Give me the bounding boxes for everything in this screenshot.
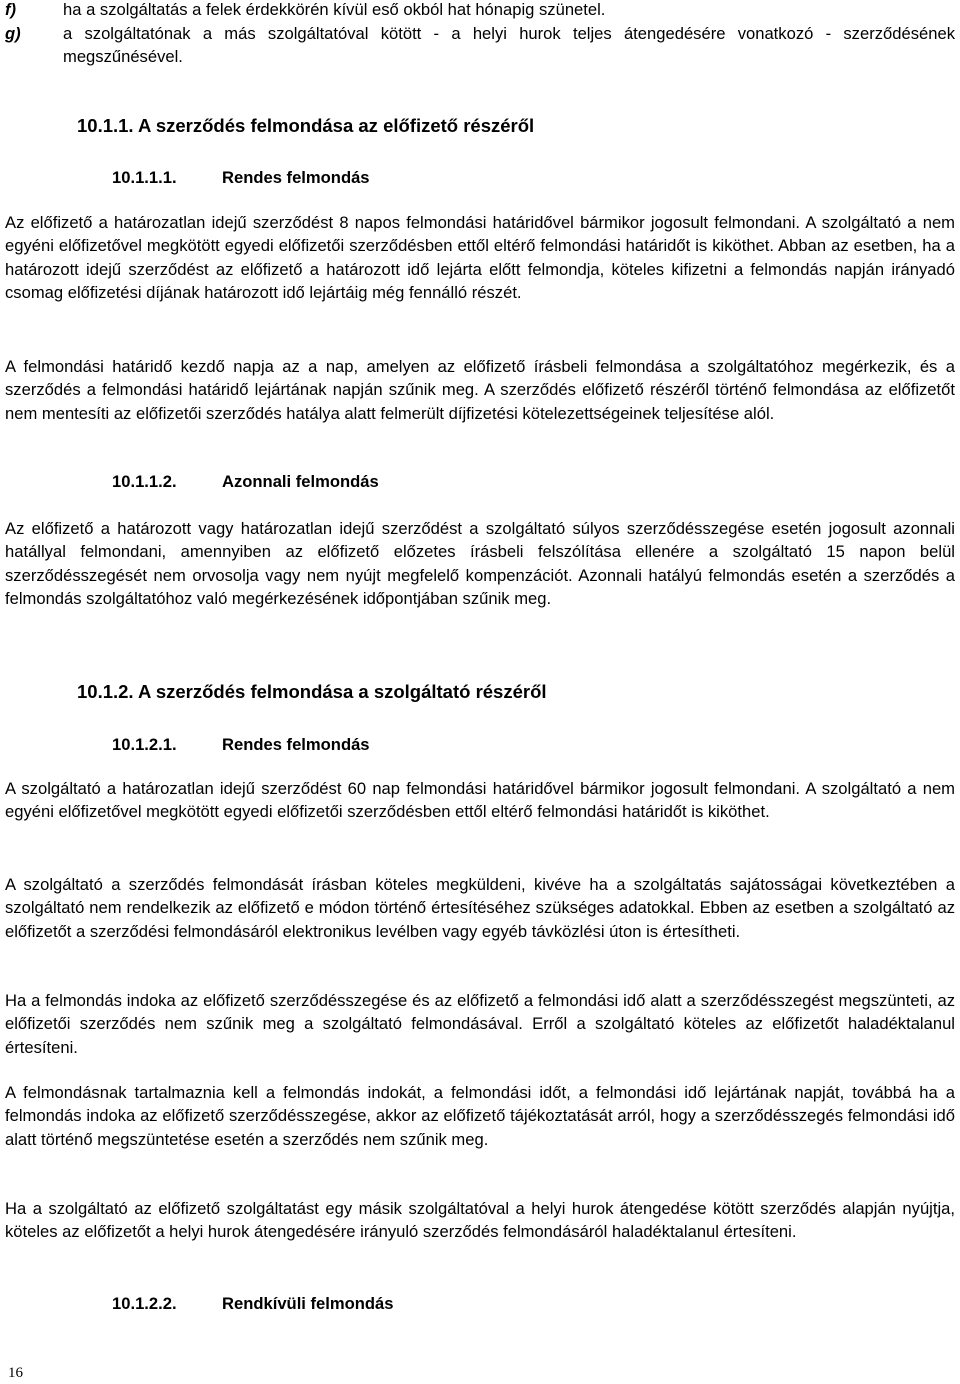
subsection-heading-10-1-1-2 [112,470,379,493]
paragraph: A szolgáltató a határozatlan idejű szerződést 60 nap felmondási határidővel bármikor jogosult felmondani. A szolgáltató a nem egyéni előfizetővel megkötött egyedi előfizetői szerződésben ettől eltérő felmondási határidőt is kiköthet. [5,779,955,822]
list-marker: f) [5,0,17,19]
paragraph: A felmondási határidő kezdő napja az a nap, amelyen az előfizető írásbeli felmondása a szolgáltatóhoz megérkezik, és a szerződés a felmondási határidő lejártának napján szűnik meg. A szerződés előfizető részéről történő felmondása az előfizetőt nem mentesíti az előfizetői szerződés hatálya alatt felmerült díjfizetési kötelezettségeinek teljesítése alól. [5,357,955,423]
subsection-number: 10.1.1.2. [112,472,177,491]
section-heading-10-1-1: 10.1.1. A szerződés felmondása az előfizető részéről [77,115,535,136]
list-marker: g) [5,24,21,43]
paragraph: Ha a szolgáltató az előfizető szolgáltatást egy másik szolgáltatóval a helyi hurok átengedése kötött szerződés alapján nyújtja, köteles az előfizetőt a helyi hurok átengedésére irányuló szerződés felmondásáról haladéktalanul értesíteni. [5,1199,955,1242]
paragraph: A felmondásnak tartalmaznia kell a felmondás indokát, a felmondási időt, a felmondási idő lejártának napját, továbbá ha a felmondás indoka az előfizető szerződésszegése, akkor az előfizető tájékoztatását arról, hogy a szerződésszegés felmondási idő alatt történő megszüntetése esetén a szerződés nem szűnik meg. [5,1083,955,1149]
paragraph: Az előfizető a határozott vagy határozatlan idejű szerződést a szolgáltató súlyos szerződésszegése esetén jogosult azonnali hatállyal felmondani, amennyiben az előfizető előzetes írásbeli felszólítása ellenére a szolgáltató 15 napon belül szerződésszegését nem orvosolja vagy nem nyújt megfelelő kompenzációt. Azonnali hatályú felmondás esetén a szerződés a felmondás szolgáltatóhoz való megérkezésének időpontjában szűnik meg. [5,519,955,609]
list-item-text: ha a szolgáltatás a felek érdekkörén kívül eső okból hat hónapig szünetel. [63,0,606,19]
paragraph: Az előfizető a határozatlan idejű szerződést 8 napos felmondási határidővel bármikor jogosult felmondani. A szolgáltató a nem egyéni előfizetővel megkötött egyedi előfizetői szerződésben ettől eltérő felmondási határidőt is kiköthet. Abban az esetben, ha a határozott idejű szerződést az előfizető a határozott idő lejárta előtt felmondja, köteles kifizetni a felmondás napján irányadó csomag előfizetési díjának határozott idő lejártáig még fennálló részét. [5,213,955,303]
subsection-number: 10.1.2.2. [112,1294,177,1313]
subsection-number: 10.1.1.1. [112,168,177,187]
subsection-title: Rendkívüli felmondás [222,1294,394,1313]
page-number: 16 [8,1365,23,1381]
subsection-title: Azonnali felmondás [222,472,379,491]
subsection-heading-10-1-2-2 [112,1292,394,1315]
subsection-title: Rendes felmondás [222,735,370,754]
subsection-heading-10-1-2-1 [112,733,370,756]
list-item-text: a szolgáltatónak a más szolgáltatóval kötött - a helyi hurok teljes átengedésére vonatkozó - szerződésének megszűnésével. [63,24,955,67]
subsection-number: 10.1.2.1. [112,735,177,754]
section-heading-10-1-2: 10.1.2. A szerződés felmondása a szolgáltató részéről [77,681,547,702]
paragraph: A szolgáltató a szerződés felmondását írásban köteles megküldeni, kivéve ha a szolgáltatás sajátosságai következtében a szolgáltató nem rendelkezik az előfizető e módon történő értesítéséhez szükséges adatokkal. Ebben az esetben a szolgáltató az előfizetőt a szerződési felmondásáról elektronikus levélben vagy egyéb távközlési úton is értesítheti. [5,875,955,941]
paragraph: Ha a felmondás indoka az előfizető szerződésszegése és az előfizető a felmondási idő alatt a szerződésszegést megszünteti, az előfizetői szerződés nem szűnik meg a szolgáltató felmondásával. Erről a szolgáltató köteles az előfizetőt haladéktalanul értesíteni. [5,991,955,1057]
subsection-title: Rendes felmondás [222,168,370,187]
subsection-heading-10-1-1-1 [112,166,370,189]
